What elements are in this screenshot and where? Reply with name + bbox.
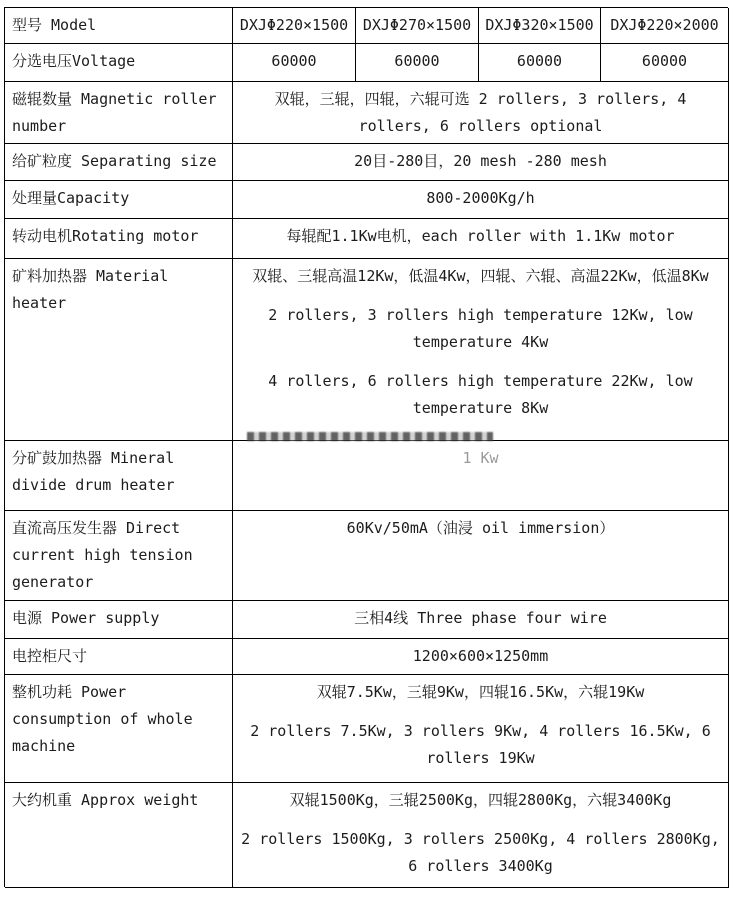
label-text: 磁辊数量 Magnetic roller	[12, 90, 217, 108]
label-text: 分选电压Voltage	[12, 52, 136, 70]
label-voltage	[5, 44, 233, 82]
label-text: 矿料加热器 Material	[12, 267, 169, 285]
value-cabinet-size	[233, 639, 729, 675]
value-hv-generator	[233, 511, 729, 601]
value-text: 800-2000Kg/h	[426, 189, 535, 207]
label-text: heater	[12, 294, 67, 312]
value-power-supply	[233, 601, 729, 639]
model-text: DXJΦ270×1500	[362, 16, 472, 34]
value-model-1	[233, 8, 356, 44]
value-text: 1200×600×1250mm	[412, 647, 549, 665]
value-model-3	[479, 8, 601, 44]
value-text: 双辊、三辊高温12Kw，低温4Kw，四辊、六辊、高温22Kw，低温8Kw	[252, 267, 709, 285]
value-mineral-divide-drum-heater	[233, 441, 729, 511]
label-power-consumption	[5, 675, 233, 783]
value-voltage-3	[479, 44, 601, 82]
label-material-heater	[5, 259, 233, 441]
value-text: 双辊7.5Kw，三辊9Kw，四辊16.5Kw，六辊19Kw	[316, 683, 645, 701]
value-model-4	[601, 8, 729, 44]
label-text: number	[12, 117, 67, 135]
value-voltage-2	[356, 44, 479, 82]
label-power-supply	[5, 601, 233, 639]
value-magnetic-roller-number	[233, 82, 729, 144]
label-text: current high tension	[12, 546, 193, 564]
label-text: 直流高压发生器 Direct	[12, 519, 181, 537]
value-text: 60Kv/50mA（油浸 oil immersion）	[346, 519, 615, 537]
value-text: 2 rollers, 3 rollers high temperature 12Kw, low	[268, 306, 693, 324]
value-text: 三相4线 Three phase four wire	[354, 609, 607, 627]
voltage-text: 60000	[394, 52, 440, 70]
model-text: DXJΦ220×1500	[239, 16, 349, 34]
label-text: machine	[12, 737, 76, 755]
label-separating-size	[5, 144, 233, 181]
voltage-text: 60000	[271, 52, 317, 70]
value-text: 1 Kw	[462, 449, 499, 467]
model-text: DXJΦ320×1500	[485, 16, 594, 34]
value-power-consumption	[233, 675, 729, 783]
value-text: 双辊1500Kg，三辊2500Kg，四辊2800Kg，六辊3400Kg	[289, 791, 672, 809]
label-rotating-motor	[5, 219, 233, 259]
label-text: 型号 Model	[12, 16, 97, 34]
value-capacity	[233, 181, 729, 219]
label-cabinet-size	[5, 639, 233, 675]
value-voltage-1	[233, 44, 356, 82]
label-model	[5, 8, 233, 44]
value-text: 2 rollers 1500Kg, 3 rollers 2500Kg, 4 rollers 2800Kg,	[241, 830, 720, 848]
label-text: 电源 Power supply	[12, 609, 160, 627]
label-magnetic-roller-number	[5, 82, 233, 144]
value-text: temperature 8Kw	[412, 399, 549, 417]
value-text: 每辊配1.1Kw电机，each roller with 1.1Kw motor	[286, 227, 675, 245]
value-text: 双辊，三辊，四辊，六辊可选 2 rollers, 3 rollers, 4	[274, 90, 687, 108]
label-text: consumption of whole	[12, 710, 193, 728]
value-text: 6 rollers 3400Kg	[408, 857, 553, 875]
value-rotating-motor	[233, 219, 729, 259]
value-material-heater	[233, 259, 729, 441]
label-text: 处理量Capacity	[12, 189, 130, 207]
value-text: 20目-280目，20 mesh -280 mesh	[354, 152, 607, 170]
label-text: divide drum heater	[12, 476, 175, 494]
value-text: 4 rollers, 6 rollers high temperature 22Kw, low	[268, 372, 693, 390]
value-model-2	[356, 8, 479, 44]
value-approx-weight	[233, 783, 729, 888]
voltage-text: 60000	[516, 52, 563, 70]
label-text: 给矿粒度 Separating size	[12, 152, 217, 170]
spec-table	[4, 7, 728, 887]
label-text: 转动电机Rotating motor	[12, 227, 199, 245]
model-text: DXJΦ220×2000	[610, 16, 719, 34]
label-capacity	[5, 181, 233, 219]
value-text: temperature 4Kw	[412, 333, 549, 351]
label-text: 电控柜尺寸	[12, 647, 88, 665]
label-text: 整机功耗 Power	[12, 683, 127, 701]
label-hv-generator	[5, 511, 233, 601]
value-separating-size	[233, 144, 729, 181]
label-mineral-divide-drum-heater	[5, 441, 233, 511]
value-text: rollers 19Kw	[426, 749, 535, 767]
label-text: 大约机重 Approx weight	[12, 791, 199, 809]
value-text: rollers, 6 rollers optional	[358, 117, 603, 135]
value-voltage-4	[601, 44, 729, 82]
label-text: generator	[12, 573, 94, 591]
label-text: 分矿鼓加热器 Mineral	[12, 449, 175, 467]
label-approx-weight	[5, 783, 233, 888]
value-text: 2 rollers 7.5Kw, 3 rollers 9Kw, 4 rollers 16.5Kw, 6	[250, 722, 711, 740]
voltage-text: 60000	[641, 52, 688, 70]
